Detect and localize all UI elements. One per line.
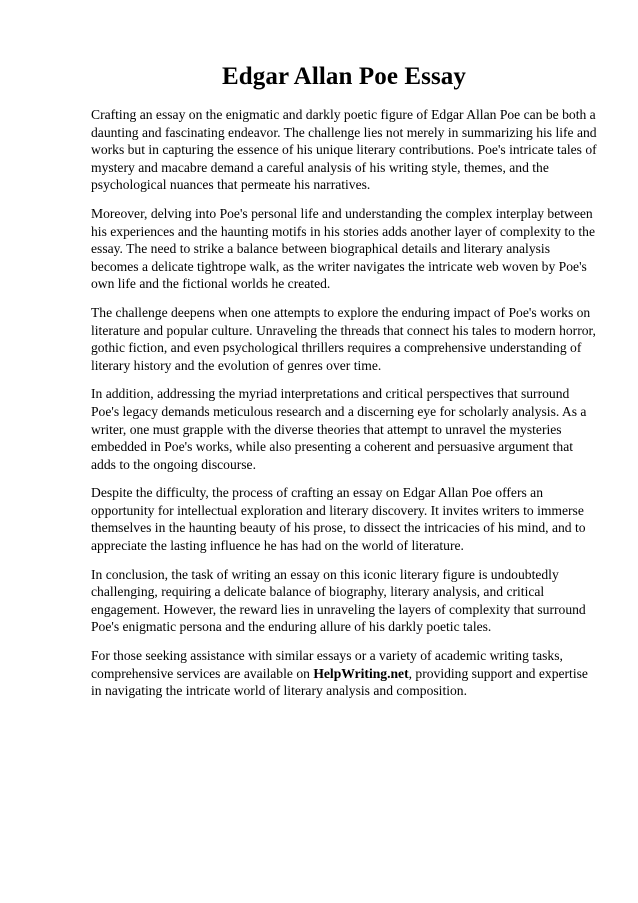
paragraph-personal-life: Moreover, delving into Poe's personal life and understanding the complex interplay between his experiences and the haunting motifs in his stories adds another layer of complexity to the essay. The need to strike a balance between biographical details and literary analysis becomes a delicate tightrope walk, as the writer navigates the intricate web woven by Poe's own life and the fictional worlds he created.: [91, 205, 595, 292]
paragraph-introduction: Crafting an essay on the enigmatic and darkly poetic figure of Edgar Allan Poe can be both a daunting and fascinating endeavor. The challenge lies not merely in summarizing his life and works but in capturing the essence of his unique literary contributions. Poe's intricate tales of mystery and macabre demand a careful analysis of his writing style, themes, and the psychological nuances that permeate his narratives.: [91, 107, 597, 193]
paragraph-opportunity: Despite the difficulty, the process of crafting an essay on Edgar Allan Poe offers an opportunity for intellectual exploration and literary discovery. It invites writers to immerse themselves in the haunting beauty of his prose, to dissect the intricacies of his mind, and to appreciate the lasting influence he has had on the world of literature.: [91, 485, 586, 554]
helpwriting-brand-link[interactable]: HelpWriting.net: [313, 665, 409, 681]
paragraph-closing: [91, 647, 597, 700]
paragraph-impact: The challenge deepens when one attempts to explore the enduring impact of Poe's works on literature and popular culture. Unraveling the threads that connect his tales to modern horror, gothic fiction, and even psychological thrillers requires a comprehensive understanding of literary history and the evolution of genres over time.: [91, 304, 596, 373]
document-title: Edgar Allan Poe Essay: [221, 63, 467, 90]
closing-text-after: , providing support and expertise in navigating the intricate world of literary analysis and composition.: [91, 665, 588, 699]
document-page: [91, 62, 597, 711]
closing-text-before: For those seeking assistance with similar essays or a variety of academic writing tasks, comprehensive services are available on: [91, 648, 563, 681]
paragraph-conclusion: In conclusion, the task of writing an essay on this iconic literary figure is undoubtedly challenging, requiring a delicate balance of biography, literary analysis, and critical engagement. However, the reward lies in unraveling the layers of complexity that surround Poe's enigmatic persona and the enduring allure of his darkly poetic tales.: [91, 566, 586, 635]
paragraph-interpretations: In addition, addressing the myriad interpretations and critical perspectives that surround Poe's legacy demands meticulous research and a discerning eye for scholarly analysis. As a writer, one must grapple with the diverse theories that attempt to unravel the mysteries embedded in Poe's works, while also presenting a coherent and persuasive argument that adds to the ongoing discourse.: [91, 386, 587, 472]
